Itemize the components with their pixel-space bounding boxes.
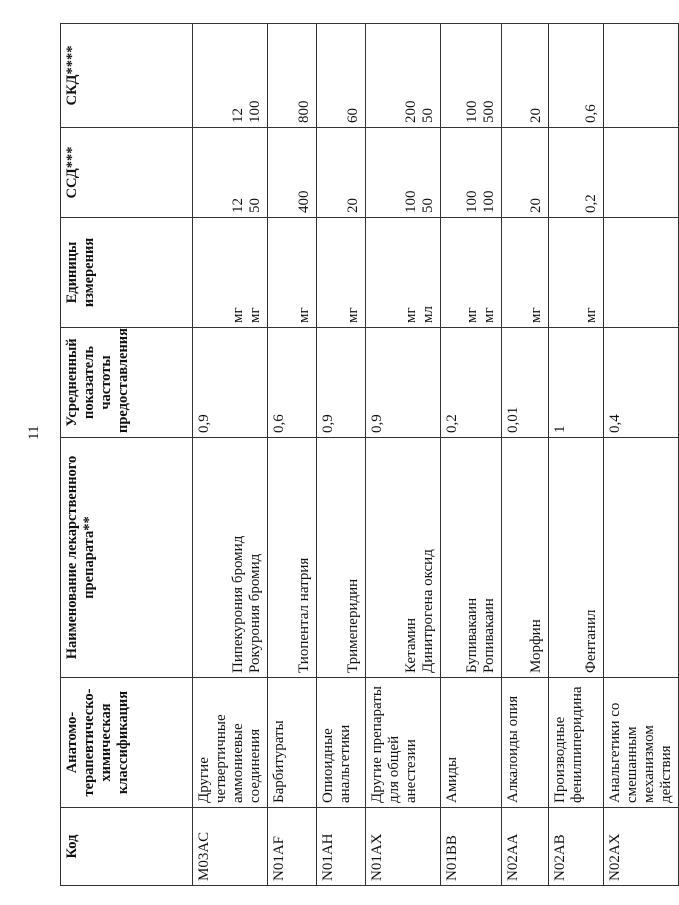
row-unit-value: мг: [247, 307, 263, 323]
row-atc-class: Амиды: [441, 678, 502, 808]
table-row: [268, 24, 317, 886]
table-row: [441, 24, 502, 886]
row-skd: [268, 24, 317, 128]
row-ssd-value: 50: [247, 198, 263, 213]
row-frequency: 0,9: [317, 328, 366, 438]
row-skd-value: 800: [296, 100, 312, 123]
row-skd-value: 50: [420, 108, 436, 123]
row-skd: [193, 24, 268, 128]
row-atc-class: Опиоидные анальгетики: [317, 678, 366, 808]
drug-table: [60, 23, 679, 886]
row-code: M03AC: [193, 808, 268, 886]
header-frequency: Усредненный показатель частоты предоставления: [61, 328, 193, 438]
row-drug-value: Фентанил: [583, 609, 599, 673]
row-code: N02AB: [549, 808, 604, 886]
row-drug: [268, 438, 317, 678]
table-row: [549, 24, 604, 886]
row-skd-value: 100: [464, 100, 480, 123]
row-ssd-value: 20: [345, 198, 361, 213]
row-skd: [317, 24, 366, 128]
row-drug: [502, 438, 549, 678]
row-unit-value: мг: [345, 307, 361, 323]
row-ssd-value: 100: [481, 190, 497, 213]
row-drug: [193, 438, 268, 678]
row-drug-value: Ропивакаин: [481, 598, 497, 673]
row-frequency: 0,9: [366, 328, 441, 438]
row-skd-value: 100: [247, 100, 263, 123]
row-drug-value: Морфин: [528, 619, 544, 673]
row-atc-class: Алкалоиды опия: [502, 678, 549, 808]
row-ssd-value: 0,2: [583, 194, 599, 213]
row-frequency: 0,6: [268, 328, 317, 438]
row-drug: [604, 438, 679, 678]
table-row: [193, 24, 268, 886]
row-skd-value: 0,6: [583, 104, 599, 123]
row-unit: [268, 218, 317, 328]
row-skd: [366, 24, 441, 128]
drug-table-sheet: [60, 24, 674, 886]
row-skd: [604, 24, 679, 128]
row-skd: [549, 24, 604, 128]
header-unit: Единицы измерения: [61, 218, 193, 328]
row-atc-class: Анальгетики со смешанным механизмом действия: [604, 678, 679, 808]
row-drug-value: Тримеперидин: [345, 578, 361, 673]
row-ssd-value: 400: [296, 190, 312, 213]
table-row: [366, 24, 441, 886]
table-row: [317, 24, 366, 886]
row-drug: [441, 438, 502, 678]
row-code: N02AA: [502, 808, 549, 886]
row-unit-value: мг: [481, 307, 497, 323]
row-ssd: [317, 128, 366, 218]
row-ssd: [268, 128, 317, 218]
row-drug: [549, 438, 604, 678]
row-ssd: [366, 128, 441, 218]
row-code: N02AX: [604, 808, 679, 886]
row-ssd: [604, 128, 679, 218]
row-unit: [366, 218, 441, 328]
row-code: N01AF: [268, 808, 317, 886]
row-unit: [317, 218, 366, 328]
row-skd-value: 500: [481, 100, 497, 123]
row-drug: [317, 438, 366, 678]
row-code: N01AH: [317, 808, 366, 886]
row-unit-value: мг: [403, 307, 419, 323]
row-code: N01AX: [366, 808, 441, 886]
row-drug-value: Динитрогена оксид: [420, 549, 436, 673]
row-drug-value: Рокурония бромид: [247, 553, 263, 673]
header-drug: Наименование лекарственного препарата**: [61, 438, 193, 678]
row-unit-value: мг: [464, 307, 480, 323]
row-unit: [604, 218, 679, 328]
row-atc-class: Другие четвертичные аммониевые соединения: [193, 678, 268, 808]
row-atc-class: Барбитураты: [268, 678, 317, 808]
row-ssd: [549, 128, 604, 218]
row-atc-class: Производные фенилпиперидина: [549, 678, 604, 808]
row-ssd: [502, 128, 549, 218]
row-skd-value: 200: [403, 100, 419, 123]
row-unit: [502, 218, 549, 328]
header-code: Код: [61, 808, 193, 886]
row-skd-value: 20: [528, 108, 544, 123]
row-frequency: 1: [549, 328, 604, 438]
row-unit: [193, 218, 268, 328]
row-code: N01BB: [441, 808, 502, 886]
row-ssd-value: 50: [420, 198, 436, 213]
row-skd-value: 60: [345, 108, 361, 123]
row-unit: [549, 218, 604, 328]
row-ssd-value: 100: [403, 190, 419, 213]
row-unit-value: мг: [230, 307, 246, 323]
row-skd: [502, 24, 549, 128]
row-ssd-value: 12: [230, 198, 246, 213]
row-drug-value: Кетамин: [403, 617, 419, 673]
row-frequency: 0,9: [193, 328, 268, 438]
page-number: 11: [26, 425, 42, 440]
row-skd-value: 12: [230, 108, 246, 123]
row-unit-value: мг: [528, 307, 544, 323]
table-row: [502, 24, 549, 886]
row-unit-value: мг: [296, 307, 312, 323]
header-skd: СКД****: [61, 24, 193, 128]
row-ssd: [193, 128, 268, 218]
row-drug-value: Пипекурония бромид: [230, 535, 246, 673]
row-unit-value: мл: [420, 306, 436, 323]
table-row: [604, 24, 679, 886]
row-ssd-value: 100: [464, 190, 480, 213]
row-skd: [441, 24, 502, 128]
row-atc-class: Другие препараты для общей анестезии: [366, 678, 441, 808]
header-ssd: ССД***: [61, 128, 193, 218]
row-ssd-value: 20: [528, 198, 544, 213]
row-frequency: 0,4: [604, 328, 679, 438]
row-frequency: 0,2: [441, 328, 502, 438]
row-unit: [441, 218, 502, 328]
header-atc: Анатомо-терапевтическо-химическая классификация: [61, 678, 193, 808]
row-frequency: 0,01: [502, 328, 549, 438]
row-drug: [366, 438, 441, 678]
row-drug-value: Тиопентал натрия: [296, 557, 312, 673]
row-unit-value: мг: [583, 307, 599, 323]
row-ssd: [441, 128, 502, 218]
row-drug-value: Бупивакаин: [464, 597, 480, 673]
